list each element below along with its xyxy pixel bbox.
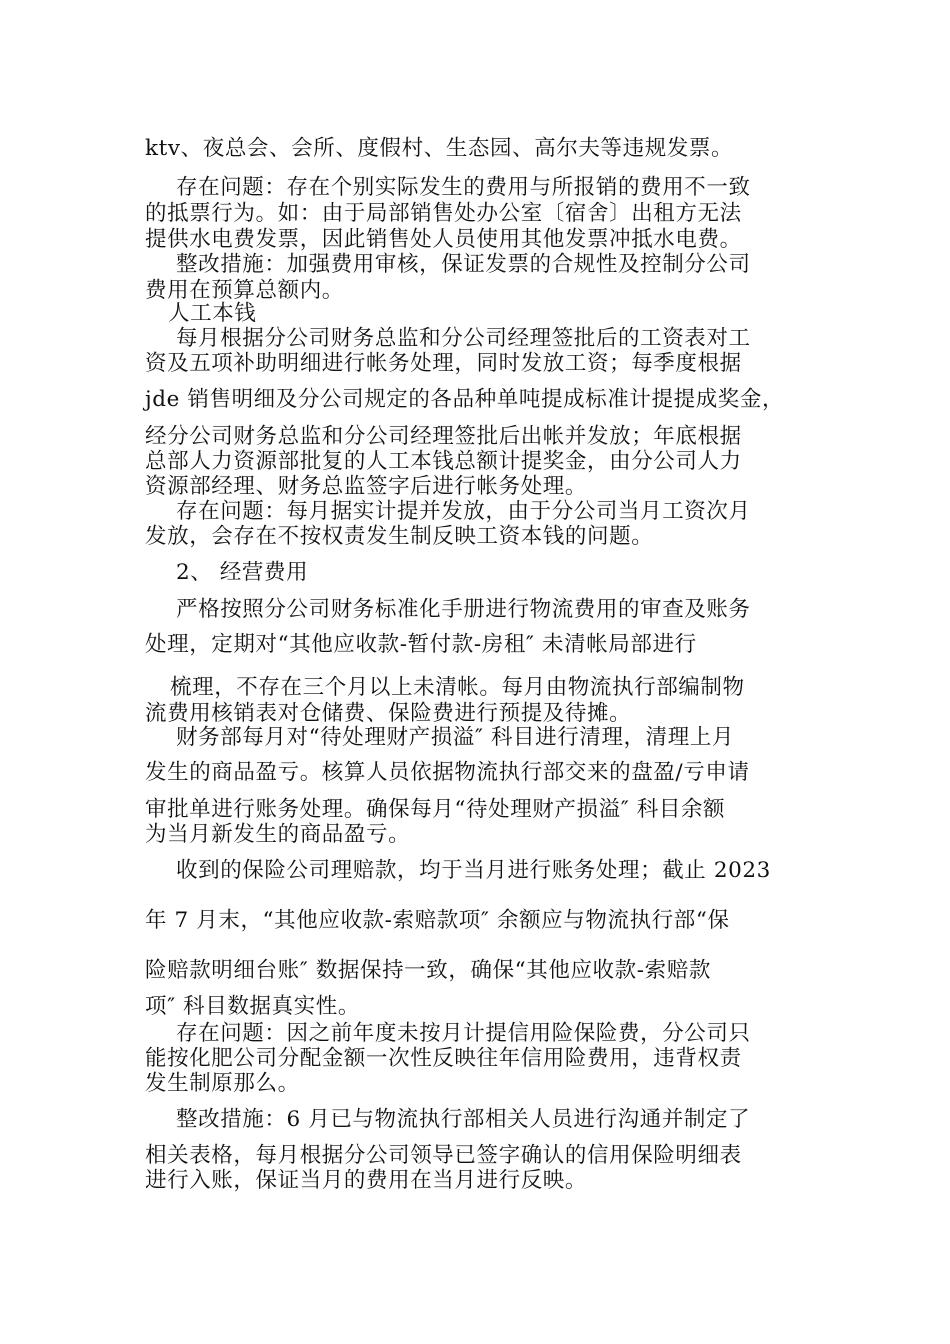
text-line: ktv、夜总会、会所、度假村、生态园、高尔夫等违规发票。 — [145, 136, 734, 161]
text-line: 处理，定期对“其他应收款-暂付款-房租″ 未清帐局部进行 — [145, 632, 697, 657]
text-line: 财务部每月对“待处理财产损溢″ 科目进行清理，清理上月 — [176, 725, 735, 750]
text-line: 费用在预算总额内。 — [145, 278, 344, 303]
text-line: 发生制原那么。 — [145, 1071, 300, 1096]
text-line: 的抵票行为。如：由于局部销售处办公室〔宿舍〕出租方无法 — [145, 201, 742, 226]
text-line: 年 7 月末，“其他应收款-索赔款项″ 余额应与物流执行部“保 — [145, 908, 730, 933]
text-line: 发生的商品盈亏。核算人员依据物流执行部交来的盘盈/亏申请 — [145, 760, 750, 785]
text-line: 项″ 科目数据真实性。 — [145, 994, 360, 1019]
text-line: 发放，会存在不按权责发生制反映工资本钱的问题。 — [145, 524, 654, 549]
text-line: 能按化肥公司分配金额一次性反映往年信用险费用，违背权责 — [145, 1046, 742, 1071]
text-line: 资及五项补助明细进行帐务处理，同时发放工资；每季度根据 — [145, 351, 742, 376]
text-line: 经分公司财务总监和分公司经理签批后出帐并发放；年底根据 — [145, 424, 742, 449]
section-heading: 人工本钱 — [168, 301, 257, 326]
text-line: 每月根据分公司财务总监和分公司经理签批后的工资表对工 — [176, 326, 751, 351]
text-line: 收到的保险公司理赔款，均于当月进行账务处理；截止 2023 — [176, 858, 771, 883]
text-line: 流费用核销表对仓储费、保险费进行预提及待摊。 — [145, 701, 632, 726]
text-line: 为当月新发生的商品盈亏。 — [145, 822, 411, 847]
text-line: 险赔款明细台账″ 数据保持一致，确保“其他应收款-索赔款 — [145, 958, 711, 983]
text-line: 梳理，不存在三个月以上未清帐。每月由物流执行部编制物 — [170, 675, 745, 700]
text-line: 提供水电费发票，因此销售处人员使用其他发票冲抵水电费。 — [145, 227, 742, 252]
text-line: 资源部经理、财务总监签字后进行帐务处理。 — [145, 474, 588, 499]
text-line: 总部人力资源部批复的人工本钱总额计提奖金，由分公司人力 — [145, 449, 742, 474]
text-line: 整改措施：6 月已与物流执行部相关人员进行沟通并制定了 — [176, 1107, 751, 1132]
text-line: 进行入账，保证当月的费用在当月进行反映。 — [145, 1168, 588, 1193]
text-line: 整改措施：加强费用审核，保证发票的合规性及控制分公司 — [176, 252, 751, 277]
text-line: 相关表格，每月根据分公司领导已签字确认的信用保险明细表 — [145, 1143, 742, 1168]
text-line: jde 销售明细及分公司规定的各品种单吨提成标准计提提成奖金， — [145, 387, 785, 412]
text-line: 存在问题：因之前年度未按月计提信用险保险费，分公司只 — [176, 1021, 751, 1046]
section-heading: 2、 经营费用 — [176, 560, 309, 585]
text-line: 存在问题：每月据实计提并发放，由于分公司当月工资次月 — [176, 499, 751, 524]
text-line: 审批单进行账务处理。确保每月“待处理财产损溢″ 科目余额 — [145, 797, 726, 822]
text-line: 存在问题：存在个别实际发生的费用与所报销的费用不一致 — [176, 175, 751, 200]
text-line: 严格按照分公司财务标准化手册进行物流费用的审查及账务 — [176, 597, 751, 622]
